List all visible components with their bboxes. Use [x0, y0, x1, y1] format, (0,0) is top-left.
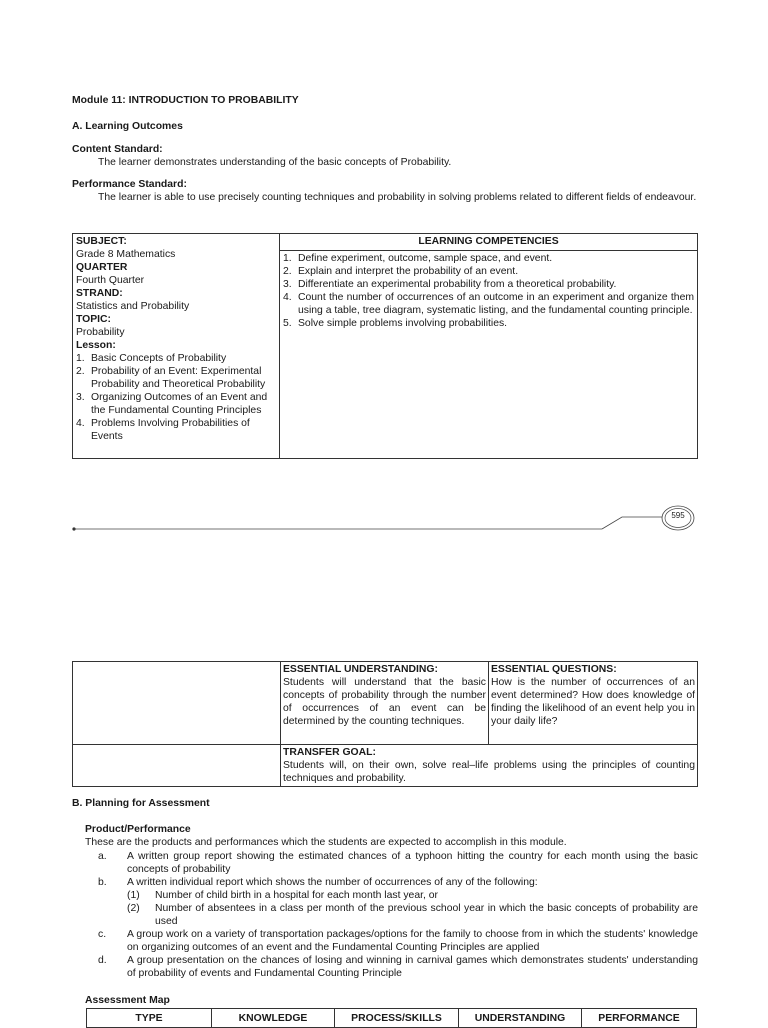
- essential-understanding-text: Students will understand that the basic concepts of probability through the number of occurrences of an event can be determined by the counting techniques.: [283, 677, 486, 727]
- list-item: 4. Problems Involving Probabilities of Events: [76, 418, 250, 442]
- quarter-label: QUARTER: [76, 262, 128, 273]
- section-b-heading: B. Planning for Assessment: [72, 798, 210, 809]
- content-standard-heading: Content Standard:: [72, 144, 163, 155]
- essential-understanding-cell: [281, 662, 489, 745]
- competencies-header: LEARNING COMPETENCIES: [280, 234, 698, 251]
- column-header-performance: PERFORMANCE: [582, 1009, 697, 1028]
- content-standard-text: The learner demonstrates understanding of the basic concepts of Probability.: [98, 157, 452, 168]
- list-item: 3. Differentiate an experimental probability from a theoretical probability.: [283, 279, 617, 290]
- column-header-type: TYPE: [87, 1009, 212, 1028]
- empty-cell: [73, 662, 281, 745]
- learning-competencies-table: [72, 233, 698, 459]
- essential-questions-text: How is the number of occurrences of an event determined? How does knowledge of finding the likelihood of an event help you in your daily life?: [491, 677, 695, 727]
- transfer-goal-text: Students will, on their own, solve real–life problems using the principles of counting techniques and probability.: [283, 760, 695, 784]
- strand-value: Statistics and Probability: [76, 301, 190, 312]
- list-item: 3. Organizing Outcomes of an Event and the Fundamental Counting Principles: [76, 392, 268, 416]
- competency-list: [283, 252, 694, 330]
- list-item: 4. Count the number of occurrences of an outcome in an experiment and organize them using a table, tree diagram, systematic listing, and the fundamental counting principle.: [283, 292, 694, 316]
- assessment-map-heading: Assessment Map: [85, 995, 170, 1006]
- subject-cell: [73, 234, 280, 459]
- list-item: 5. Solve simple problems involving probabilities.: [283, 318, 508, 329]
- performance-standard-heading: Performance Standard:: [72, 179, 187, 190]
- list-item: 2. Explain and interpret the probability of an event.: [283, 266, 519, 277]
- column-header-process-skills: PROCESS/SKILLS: [335, 1009, 459, 1028]
- quarter-value: Fourth Quarter: [76, 275, 145, 286]
- subject-label: SUBJECT:: [76, 236, 127, 247]
- page-number: 595: [671, 511, 685, 520]
- strand-label: STRAND:: [76, 288, 123, 299]
- column-header-knowledge: KNOWLEDGE: [212, 1009, 335, 1028]
- essential-understanding-label: ESSENTIAL UNDERSTANDING:: [283, 664, 438, 675]
- column-header-understanding: UNDERSTANDING: [459, 1009, 582, 1028]
- assessment-map-table: [86, 1008, 697, 1028]
- section-a-heading: A. Learning Outcomes: [72, 121, 183, 132]
- product-performance-heading: Product/Performance: [85, 824, 191, 835]
- performance-standard-text: The learner is able to use precisely counting techniques and probability in solving problems related to different fields of endeavour.: [98, 192, 697, 203]
- topic-label: TOPIC:: [76, 314, 112, 325]
- essential-understanding-table: [72, 661, 698, 787]
- transfer-goal-cell: [281, 745, 698, 787]
- page-footer-line: [72, 500, 712, 540]
- empty-cell: [73, 745, 281, 787]
- competencies-cell: [280, 251, 698, 459]
- subject-value: Grade 8 Mathematics: [76, 249, 176, 260]
- transfer-goal-label: TRANSFER GOAL:: [283, 747, 376, 758]
- essential-questions-label: ESSENTIAL QUESTIONS:: [491, 664, 617, 675]
- topic-value: Probability: [76, 327, 125, 338]
- list-item: 1. Define experiment, outcome, sample space, and event.: [283, 253, 553, 264]
- list-item: 2. Probability of an Event: Experimental Probability and Theoretical Probability: [76, 366, 266, 390]
- module-title: Module 11: INTRODUCTION TO PROBABILITY: [72, 95, 299, 106]
- list-item: 1. Basic Concepts of Probability: [76, 353, 227, 364]
- lesson-label: Lesson:: [76, 340, 116, 351]
- essential-questions-cell: [489, 662, 698, 745]
- lesson-list: [76, 352, 276, 443]
- product-performance-intro: These are the products and performances which the students are expected to accomplish in this module.: [85, 837, 567, 848]
